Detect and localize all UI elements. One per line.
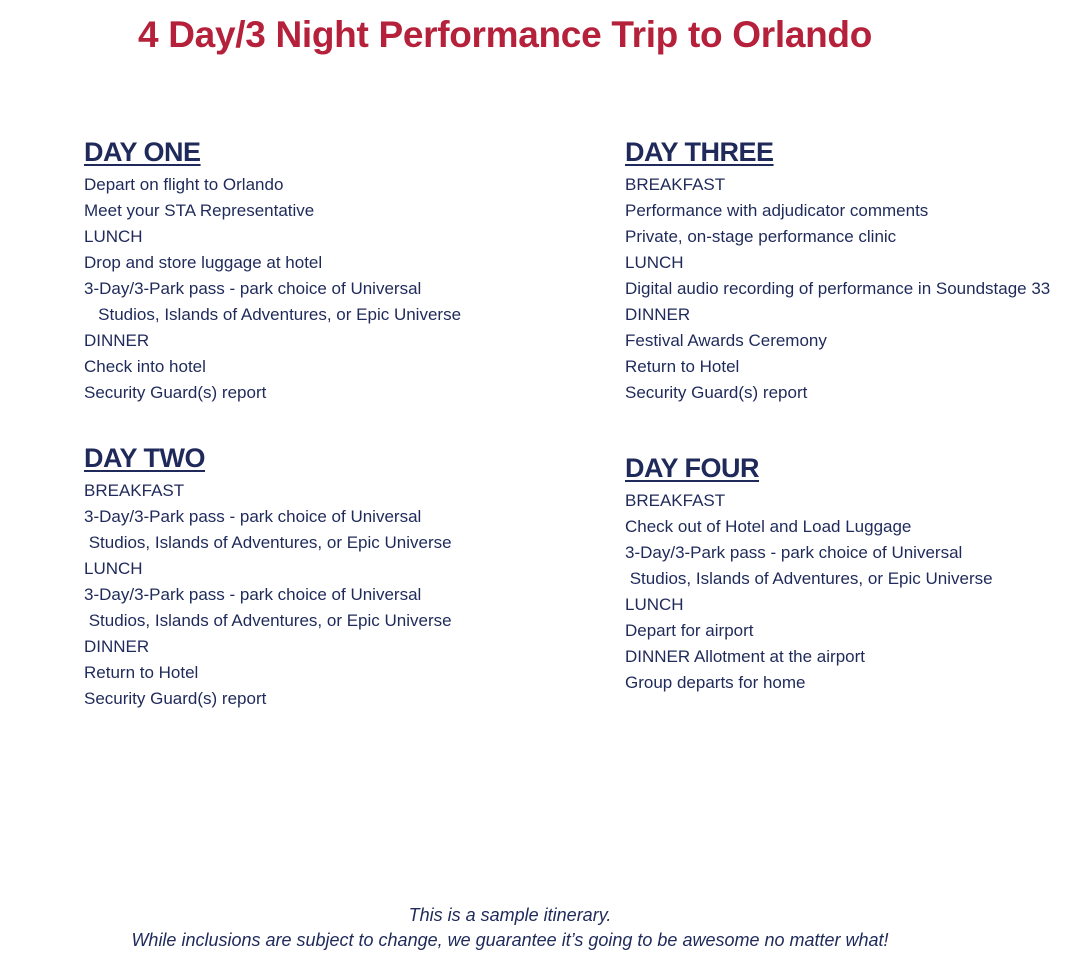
itinerary-item: BREAKFAST <box>625 175 726 194</box>
itinerary-item: Check out of Hotel and Load Luggage <box>625 517 912 536</box>
itinerary-item: Drop and store luggage at hotel <box>84 253 323 272</box>
day-three-list <box>625 172 1050 406</box>
itinerary-item: DINNER Allotment at the airport <box>625 647 865 666</box>
itinerary-item: Studios, Islands of Adventures, or Epic Universe <box>84 611 452 630</box>
itinerary-item: Return to Hotel <box>84 663 199 682</box>
itinerary-item: DINNER <box>625 305 691 324</box>
day-four-list <box>625 488 993 696</box>
itinerary-item: Check into hotel <box>84 357 206 376</box>
itinerary-item: Security Guard(s) report <box>84 689 267 708</box>
itinerary-item: Security Guard(s) report <box>84 383 267 402</box>
itinerary-item: Studios, Islands of Adventures, or Epic Universe <box>84 533 452 552</box>
itinerary-item: Meet your STA Representative <box>84 201 315 220</box>
day-two-heading: DAY TWO <box>84 443 206 473</box>
itinerary-item: LUNCH <box>625 253 684 272</box>
itinerary-item: LUNCH <box>84 559 143 578</box>
itinerary-item: LUNCH <box>625 595 684 614</box>
itinerary-item: Depart for airport <box>625 621 754 640</box>
itinerary-item: 3-Day/3-Park pass - park choice of Universal <box>84 279 422 298</box>
itinerary-item: Return to Hotel <box>625 357 740 376</box>
day-four-heading: DAY FOUR <box>625 453 760 483</box>
itinerary-item: Performance with adjudicator comments <box>625 201 929 220</box>
itinerary-item: Security Guard(s) report <box>625 383 808 402</box>
footer-line-1: This is a sample itinerary. <box>408 905 612 925</box>
footer-line-2: While inclusions are subject to change, we guarantee it’s going to be awesome no matter what! <box>131 930 889 950</box>
itinerary-item: Depart on flight to Orlando <box>84 175 284 194</box>
itinerary-item: Group departs for home <box>625 673 806 692</box>
itinerary-item: Studios, Islands of Adventures, or Epic Universe <box>84 305 462 324</box>
day-one-list <box>84 172 461 406</box>
day-two-list <box>84 478 452 712</box>
itinerary-item: Private, on-stage performance clinic <box>625 227 897 246</box>
itinerary-item: Studios, Islands of Adventures, or Epic Universe <box>625 569 993 588</box>
itinerary-item: LUNCH <box>84 227 143 246</box>
day-three-heading: DAY THREE <box>625 137 774 167</box>
itinerary-item: 3-Day/3-Park pass - park choice of Universal <box>625 543 963 562</box>
itinerary-item: Festival Awards Ceremony <box>625 331 827 350</box>
itinerary-item: 3-Day/3-Park pass - park choice of Universal <box>84 585 422 604</box>
day-one-section <box>84 136 461 406</box>
itinerary-item: BREAKFAST <box>625 491 726 510</box>
itinerary-item: DINNER <box>84 637 150 656</box>
day-three-section <box>625 136 1050 406</box>
page-title: 4 Day/3 Night Performance Trip to Orlando <box>137 14 873 55</box>
itinerary-item: BREAKFAST <box>84 481 185 500</box>
itinerary-item: 3-Day/3-Park pass - park choice of Universal <box>84 507 422 526</box>
itinerary-item: Digital audio recording of performance in Soundstage 33 <box>625 279 1051 298</box>
itinerary-item: DINNER <box>84 331 150 350</box>
day-four-section <box>625 452 993 696</box>
day-two-section <box>84 442 452 712</box>
day-one-heading: DAY ONE <box>84 137 201 167</box>
footer-note <box>0 903 1020 953</box>
